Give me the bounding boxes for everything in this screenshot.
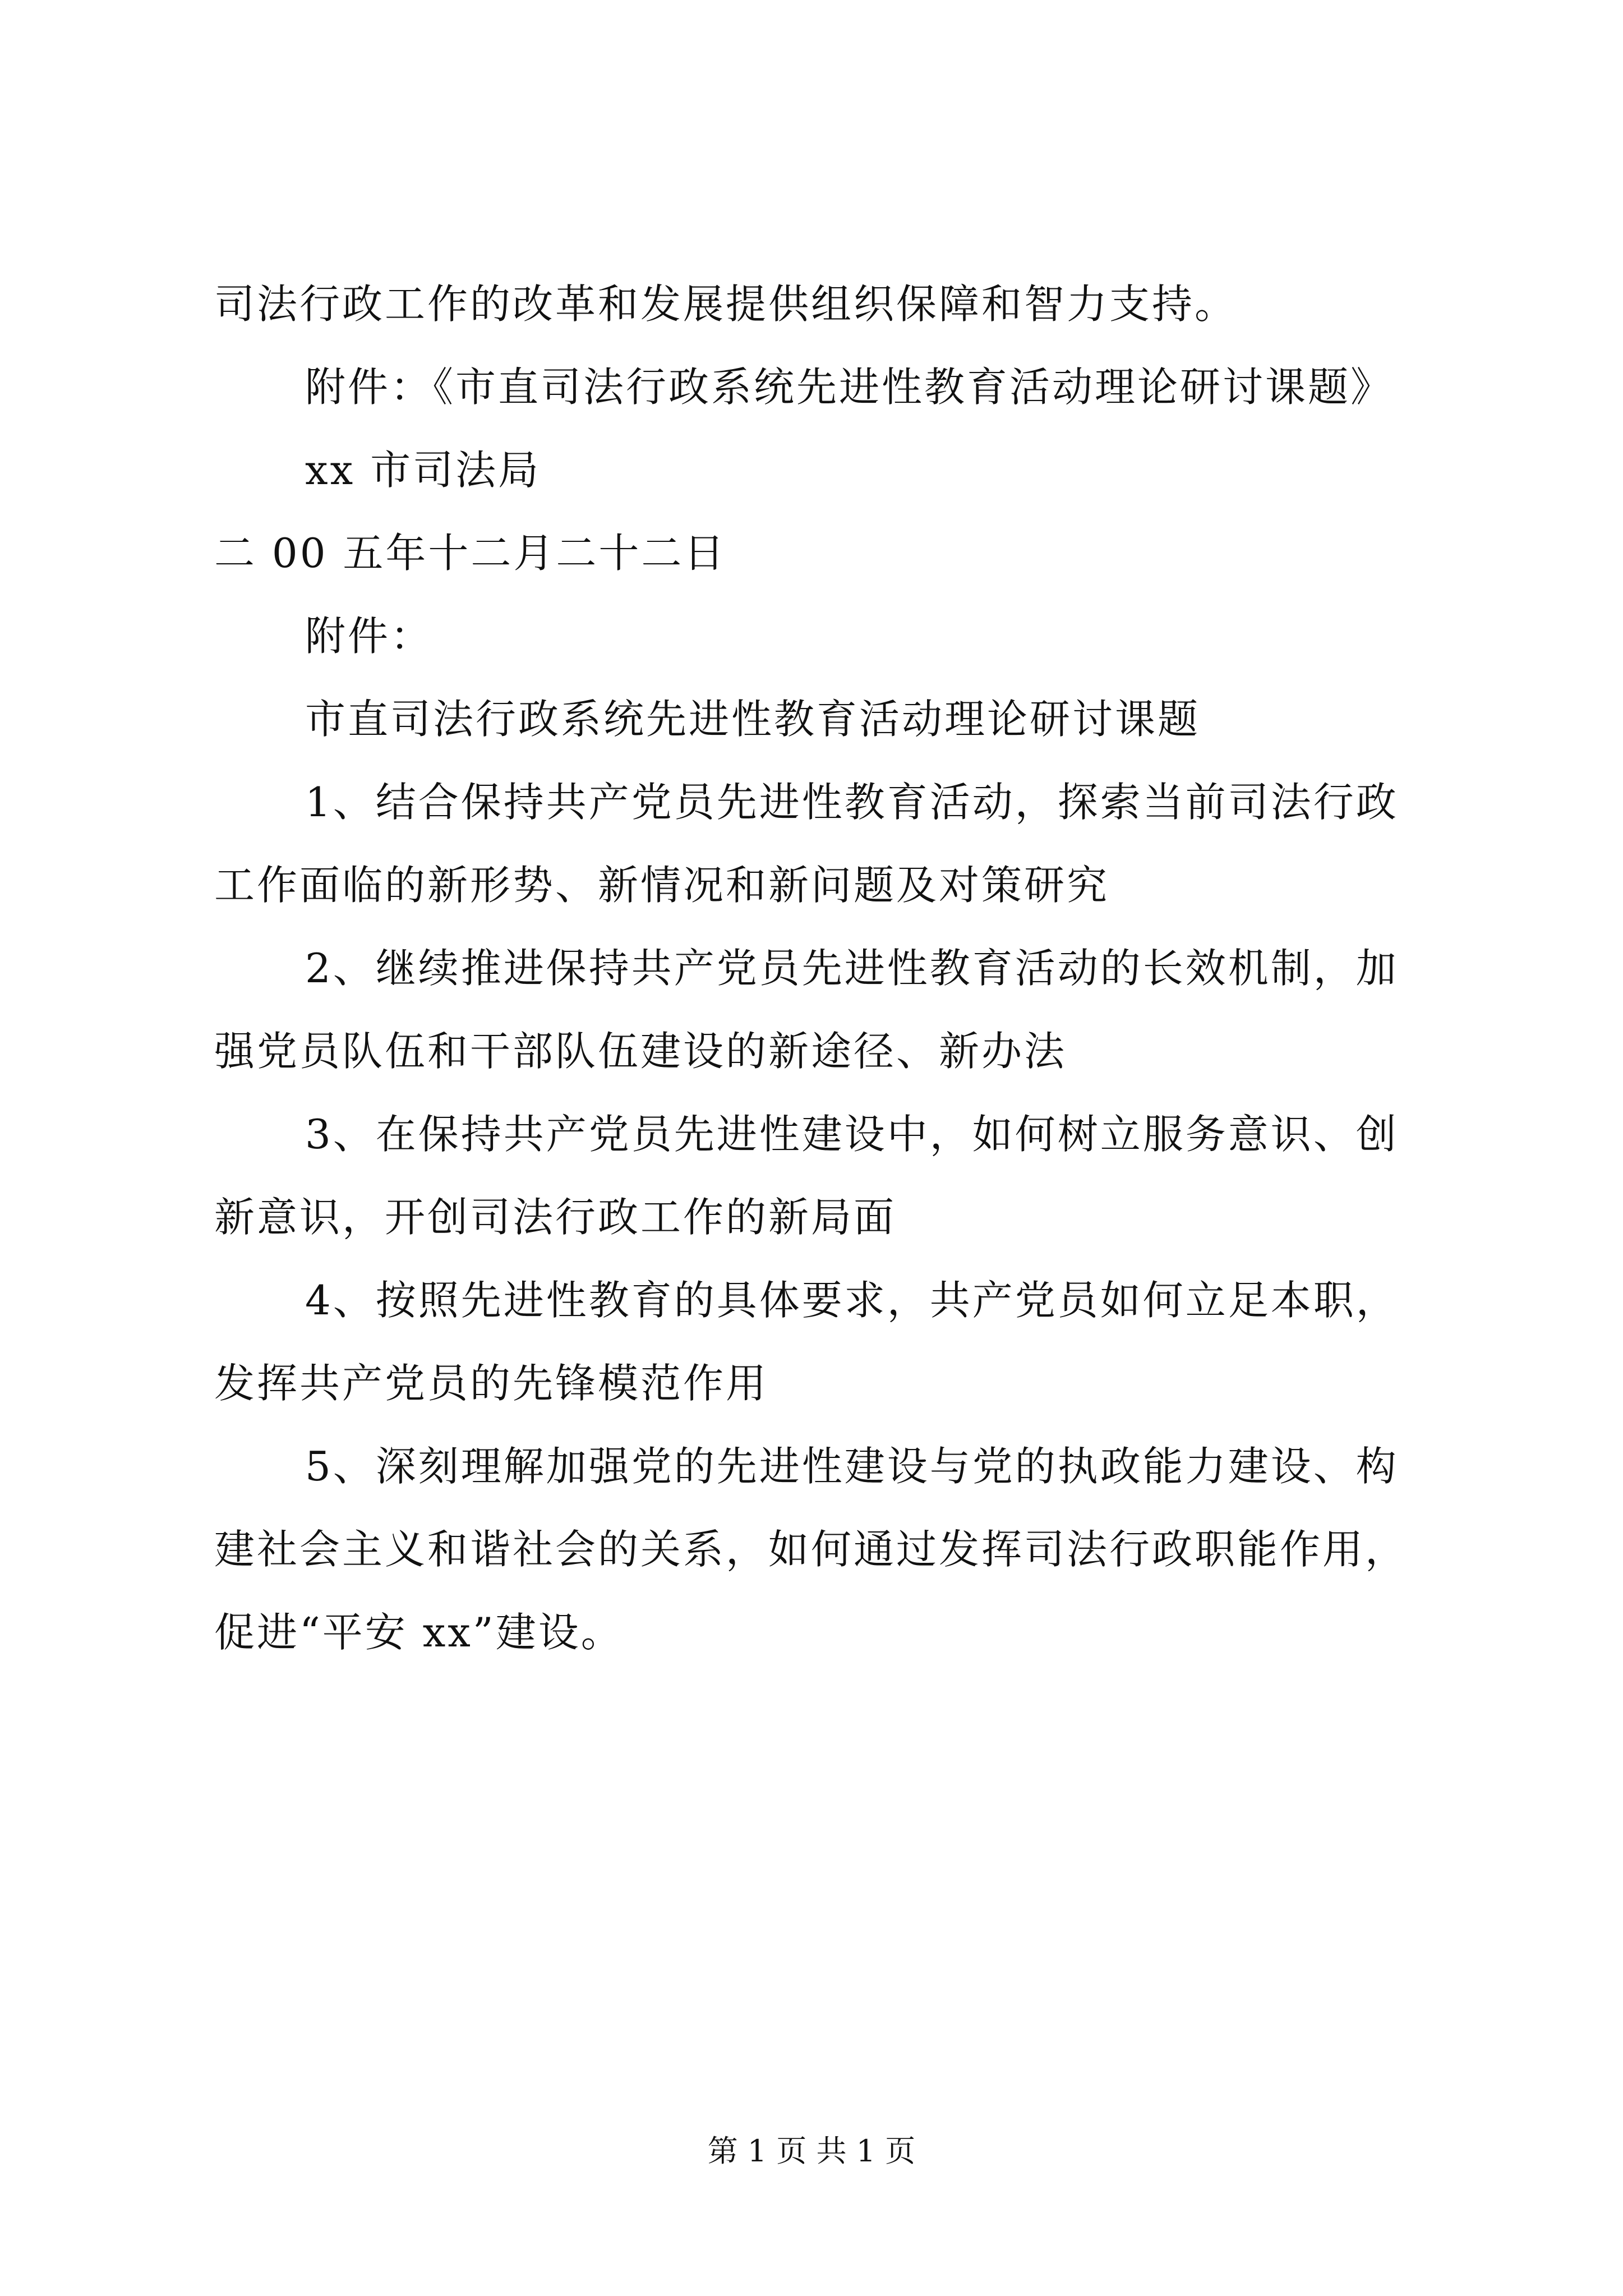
attachment-title: 市直司法行政系统先进性教育活动理论研讨课题 [305,696,1201,743]
topic-5-line-3: 促进“平安 xx”建设。 [214,1609,624,1656]
topic-4-line-2: 发挥共产党员的先锋模范作用 [214,1360,769,1407]
topic-3-line-2: 新意识，开创司法行政工作的新局面 [214,1194,897,1241]
topic-4-line-1: 4、按照先进性教育的具体要求，共产党员如何立足本职， [305,1277,1399,1324]
paragraph-continuation: 司法行政工作的改革和发展提供组织保障和智力支持。 [214,280,1238,328]
attachment-label: 附件： [305,613,434,660]
topic-3-line-1: 3、在保持共产党员先进性建设中，如何树立服务意识、创 [305,1111,1399,1158]
topic-2-line-1: 2、继续推进保持共产党员先进性教育活动的长效机制，加 [305,945,1399,992]
topic-1-line-1: 1、结合保持共产党员先进性教育活动，探索当前司法行政 [305,779,1399,826]
page-footer: 第 1 页 共 1 页 [707,2133,916,2169]
topic-5-line-1: 5、深刻理解加强党的先进性建设与党的执政能力建设、构 [305,1443,1399,1490]
issue-date: 二 00 五年十二月二十二日 [214,530,727,577]
topic-2-line-2: 强党员队伍和干部队伍建设的新途径、新办法 [214,1028,1067,1075]
attachment-reference: 附件：《市直司法行政系统先进性教育活动理论研讨课题》 [305,364,1394,411]
topic-5-line-2: 建社会主义和谐社会的关系，如何通过发挥司法行政职能作用， [214,1526,1408,1573]
issuer-name: xx 市司法局 [305,447,541,494]
topic-1-line-2: 工作面临的新形势、新情况和新问题及对策研究 [214,862,1110,909]
document-body [214,263,1454,1674]
